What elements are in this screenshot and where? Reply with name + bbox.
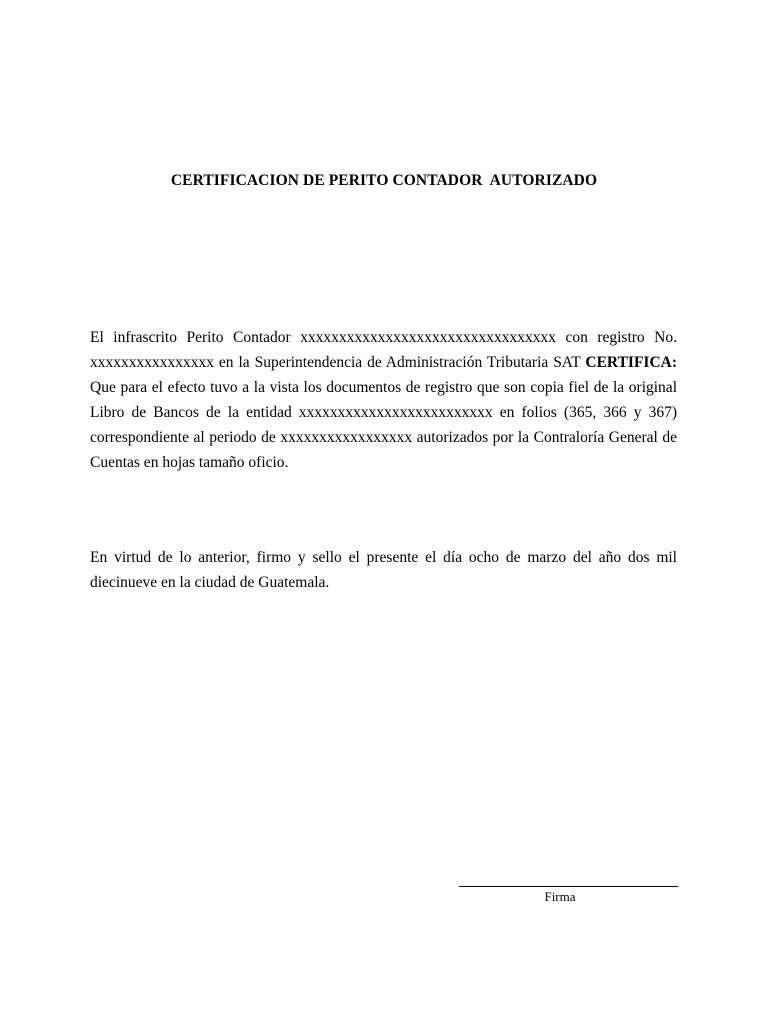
- signature-label: Firma: [544, 889, 576, 904]
- paragraph-text-start: El infrascrito Perito Contador xxxxxxxxxxxxxxxxxxxxxxxxxxxxxxxxx con registro No. xxxxxxxxxxxxxxxx en la Superintendencia de Administración Tributaria SAT: [90, 329, 677, 371]
- closing-paragraph: En virtud de lo anterior, firmo y sello el presente el día ocho de marzo del año dos mil diecinueve en la ciudad de Guatemala.: [90, 549, 677, 591]
- document-title: CERTIFICACION DE PERITO CONTADOR AUTORIZADO: [170, 172, 598, 189]
- certifica-keyword: CERTIFICA:: [585, 354, 677, 371]
- signature-line: [459, 886, 678, 887]
- paragraph-text-end: Que para el efecto tuvo a la vista los documentos de registro que son copia fiel de la original Libro de Bancos de la entidad xxxxxxxxxxxxxxxxxxxxxxxxx en folios (365, 366 y 367) correspondiente al periodo de xxxxxxxxxxxxxxxxx autorizados por la Contraloría General de Cuentas en hojas tamaño oficio.: [90, 379, 677, 471]
- certification-paragraph: [90, 325, 677, 475]
